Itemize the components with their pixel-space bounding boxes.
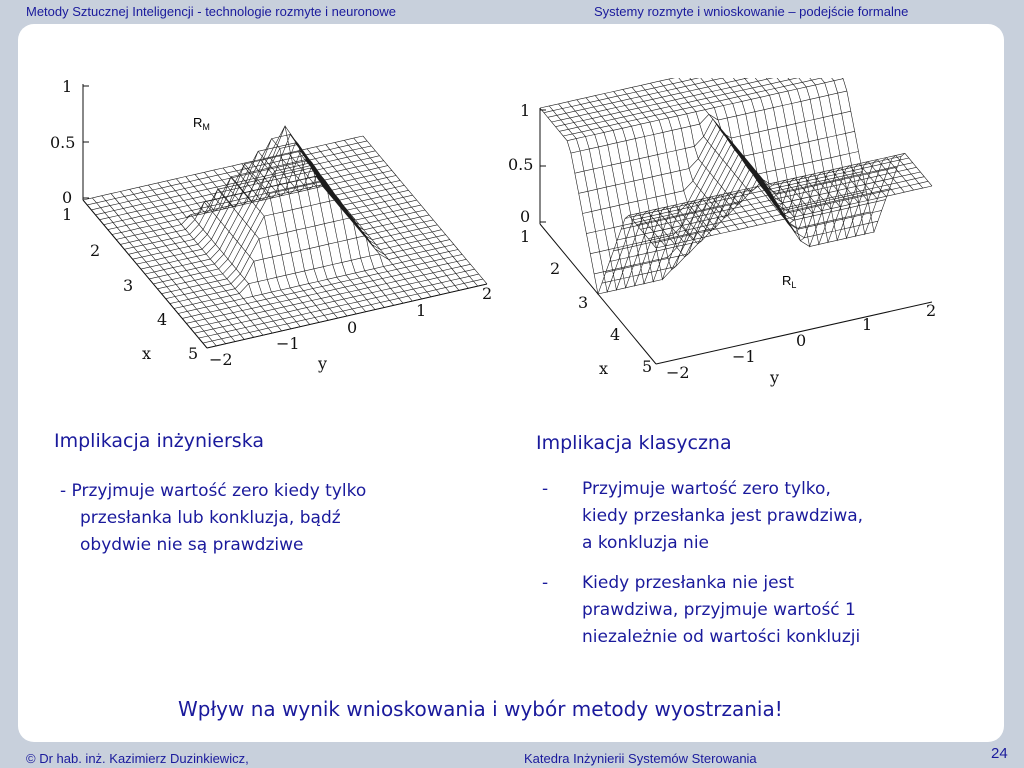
- engineering-implication-line: - Przyjmuje wartość zero kiedy tylko: [60, 481, 367, 501]
- y-tick-label: −1: [276, 334, 300, 353]
- z-tick-label: 1: [62, 77, 73, 96]
- x-axis-label: x: [142, 344, 152, 363]
- surface-plot-rl-svg: [508, 78, 948, 393]
- y-tick-label: 2: [926, 301, 937, 320]
- x-tick-label: 3: [123, 276, 134, 295]
- bullet-dash: -: [542, 573, 549, 593]
- slide-header: [0, 0, 1024, 24]
- z-tick-label: 0.5: [508, 155, 534, 174]
- surface-mesh-rm: [83, 126, 487, 348]
- heading-classical-implication: Implikacja klasyczna: [536, 432, 732, 454]
- engineering-implication-line: przesłanka lub konkluzja, bądź: [80, 508, 341, 528]
- x-tick-label: 5: [188, 344, 199, 363]
- surface-wireframe: [540, 78, 932, 294]
- x-tick-label: 1: [62, 205, 73, 224]
- surface-label-rl: $R_L$: [782, 273, 797, 290]
- y-axis: [656, 302, 932, 364]
- y-tick-label: 1: [862, 315, 873, 334]
- x-axis: [83, 200, 207, 348]
- page-number: 24: [991, 745, 1008, 762]
- classical-implication-line: kiedy przesłanka jest prawdziwa,: [582, 506, 864, 526]
- classical-implication-line: Przyjmuje wartość zero tylko,: [582, 479, 831, 499]
- y-tick-label: 1: [416, 301, 427, 320]
- footer-department: Katedra Inżynierii Systemów Sterowania: [524, 751, 757, 766]
- engineering-implication-line: obydwie nie są prawdziwe: [80, 535, 304, 555]
- bullet-dash: -: [542, 479, 549, 499]
- classical-implication-line: prawdziwa, przyjmuje wartość 1: [582, 600, 856, 620]
- x-tick-label: 4: [610, 325, 621, 344]
- surface-plot-rm-svg: [45, 72, 505, 387]
- slide-footer: [0, 742, 1024, 768]
- y-axis-label: y: [318, 354, 328, 373]
- x-tick-label: 3: [578, 293, 589, 312]
- header-course-title: Metody Sztucznej Inteligencji - technologie rozmyte i neuronowe: [26, 4, 396, 19]
- x-tick-label: 1: [520, 227, 531, 246]
- conclusion-text: Wpływ na wynik wnioskowania i wybór metody wyostrzania!: [178, 697, 783, 721]
- x-tick-label: 2: [550, 259, 561, 278]
- y-tick-label: 0: [347, 318, 358, 337]
- footer-author: © Dr hab. inż. Kazimierz Duzinkiewicz,: [26, 751, 249, 766]
- y-tick-label: 2: [482, 284, 493, 303]
- heading-engineering-implication: Implikacja inżynierska: [54, 430, 265, 452]
- x-tick-label: 4: [157, 310, 168, 329]
- y-tick-label: −2: [209, 350, 233, 369]
- header-section-title: Systemy rozmyte i wnioskowanie – podejście formalne: [594, 4, 909, 19]
- surface-label-rm: $R_M$: [193, 115, 210, 132]
- surface-plot-rm: [45, 72, 505, 387]
- z-tick-label: 1: [520, 101, 531, 120]
- y-tick-label: 0: [796, 331, 807, 350]
- classical-implication-line: a konkluzja nie: [582, 533, 710, 553]
- z-tick-label: 0: [520, 207, 531, 226]
- classical-implication-line: Kiedy przesłanka nie jest: [582, 573, 795, 593]
- y-axis-label: y: [770, 368, 780, 387]
- surface-mesh-rl: [540, 78, 932, 294]
- classical-implication-line: niezależnie od wartości konkluzji: [582, 627, 861, 647]
- surface-plot-rl: [508, 78, 948, 393]
- x-axis-label: x: [599, 359, 609, 378]
- z-tick-label: 0.5: [50, 133, 76, 152]
- y-tick-label: −2: [666, 363, 690, 382]
- z-tick-label: 0: [62, 188, 73, 207]
- x-tick-label: 2: [90, 241, 101, 260]
- y-tick-label: −1: [732, 347, 756, 366]
- x-tick-label: 5: [642, 357, 653, 376]
- y-axis: [207, 284, 487, 348]
- surface-wireframe: [83, 126, 487, 348]
